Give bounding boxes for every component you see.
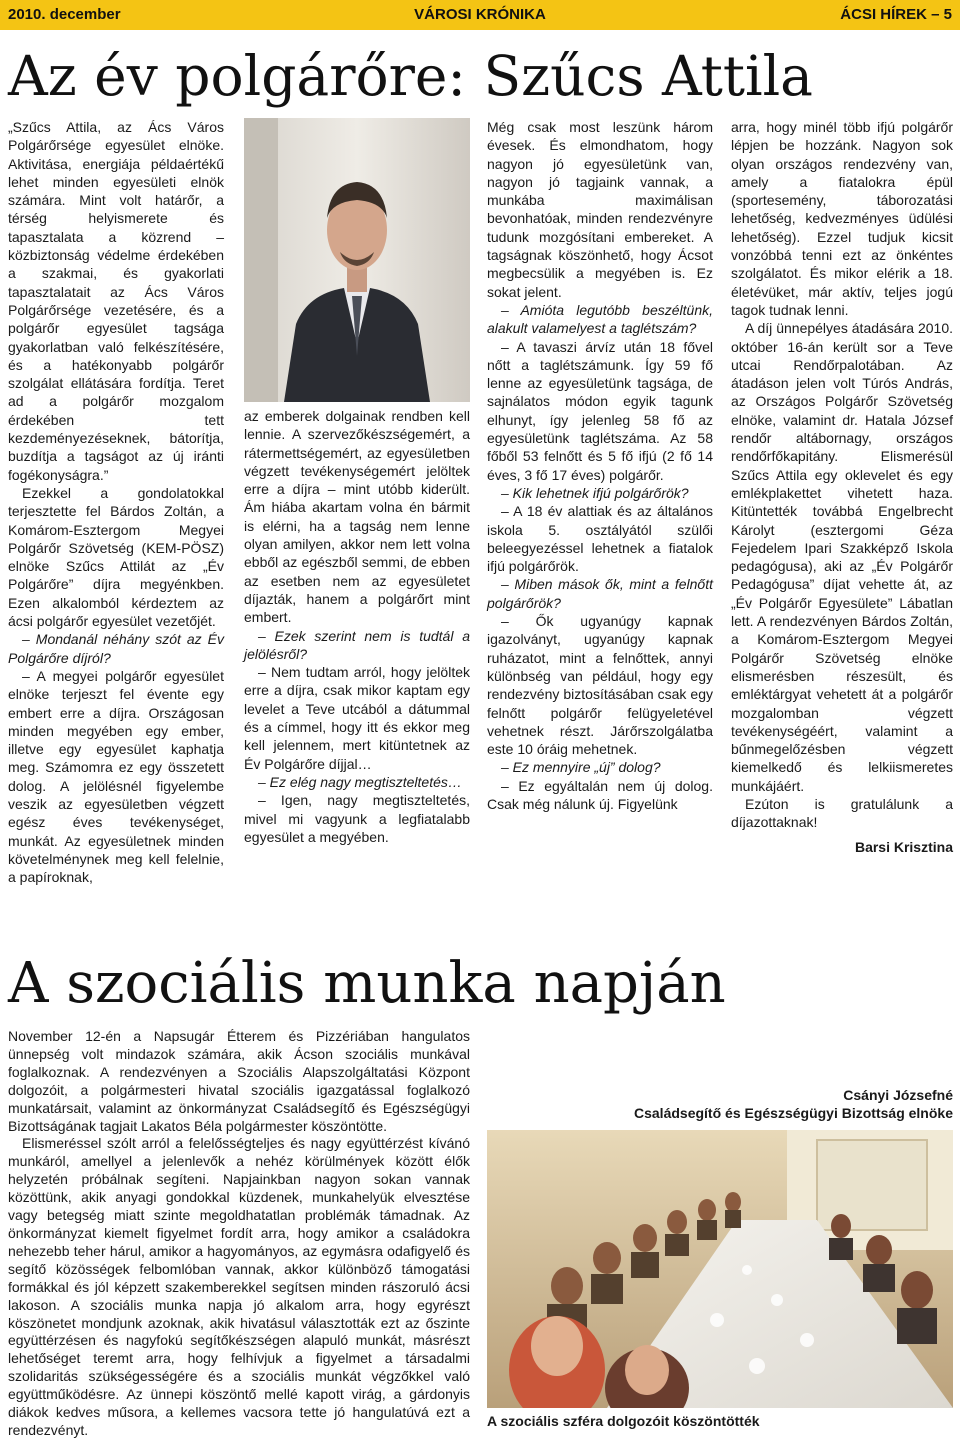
event-photo — [487, 1130, 953, 1408]
signature-role: Családsegítő és Egészségügyi Bizottság elnöke — [634, 1105, 953, 1121]
section-title: VÁROSI KRÓNIKA — [414, 6, 546, 23]
paragraph: Elismeréssel szólt arról a felelősségteljes és nagy együttérzést kívánó munkáról, amellyel a jelenlevők a nehéz körülmények között élők helyzetén próbálnak segíteni. Napjainkban nagyon sokan vannak közöttünk, akik anyagi gondokkal küzdenek, munkahelyük elvesztése vagy betegség miatt szinte megoldhatatlan problémák támadnak. Az önkormányzat kiemelt figyelmet fordít arra, hogy amikor a családokra nehezebb teher hárul, amikor a hagyományos, az egymásra odafigyelő és segítő közösségek felbomlóban vannak, akkor különböző támogatási formákkal és jól képzett szakemberekkel segítsen minden rászoruló ácsi lakoson. A szociális munka napja jó alkalom arra, hogy egyrészt köszönetet mondjunk azoknak, akik hivatásul választották ezt az őszinte együttérzésen és nagyfokú segítőkészségen alapuló munkát, másrészt lehetőséget teremt arra, hogy felhívjuk a figyelmet a társadalmi szolidaritás szükségességére és a szociális munkát végzőkkel való együttműködésre. Az ünnepi köszöntő mellé kapott virág, a gárdonyis diákok kedves műsora, a kellemes vacsora tette jó hangulatúvá ezt a rendezvényt. — [8, 1135, 470, 1438]
paragraph: – Igen, nagy megtiszteltetés, mivel mi vagyunk a legfiatalabb egyesület a megyében. — [244, 792, 470, 845]
paragraph: Még csak most leszünk három évesek. És elmondhatom, hogy nagyon jó egyesületünk van, nagyon jó tagjaink vannak, a munkába maximálisan bevonhatóak, minden rendezvényre tudunk mozgósítani embereket. A tagságnak köszönhető, hogy Ácsot megbecsülik a megyében is. Ez sokat jelent. — [487, 119, 713, 300]
question: – Mondanál néhány szót az Év Polgárőre díjról? — [8, 631, 224, 666]
signature-name: Csányi Józsefné — [843, 1087, 953, 1103]
paragraph: – A megyei polgárőr egyesület elnöke terjeszt fel évente egy embert erre a díjra. Országosan minden megyében egy ember, illetve egy egyesület kaphatja meg. Számomra ez egy összetett dolog. A jelölésnél figyelembe veszik az egyesületben végzett egész éves tevékenységet, munkát. Az egyesületnek minden követelménynek meg kell felelnie, a papíroknak, — [8, 667, 224, 886]
paragraph: arra, hogy minél több ifjú polgárőr lépjen be hozzánk. Nagyon sok olyan országos rendezvény van, amely a fiatalokra épül (sportesemény, táborozatási lehetőség, kedvezményes üdülési lehetőség). Ezzel tudjuk kicsit vonzóbbá tenni ezt az önkéntes szolgálatot. És mikor elérik a 18. életévüket, már aktív, teljes jogú tagok tudnak lenni. — [731, 119, 953, 318]
paragraph: – Nem tudtam arról, hogy jelöltek erre a díjra, csak mikor kaptam egy levelet a Teve utcából a dátummal és a címmel, hogy itt és ekkor meg kell jelennem, mert kitüntetnek az Év Polgárőre díjjal… — [244, 664, 470, 772]
paragraph: November 12-én a Napsugár Étterem és Pizzériában hangulatos ünnepség volt mindazok számára, akik Ácson szociális munkával foglalkoznak. A rendezvényen a Szociális Alapszolgáltatási Központ dolgozóit, a polgármesteri hivatal szociális igazgatással foglalkozó munkatársait, valamint az önkormányzat Családsegítő és Egészségügyi Bizottságának tagjait Lakatos Béla polgármester köszöntötte. — [8, 1028, 470, 1134]
event-photo-caption: A szociális szféra dolgozóit köszöntötték — [487, 1413, 760, 1429]
paragraph: – A 18 év alattiak és az általános iskola 5. osztályától szülői beleegyezéssel lehetnek a fiatalok ifjú polgárőrök. — [487, 503, 713, 575]
question: – Miben mások ők, mint a felnőtt polgárőrök? — [487, 576, 713, 611]
page-header — [0, 0, 960, 30]
article2-signature — [487, 1086, 953, 1122]
article1-column-1 — [8, 118, 224, 886]
article1-column-3 — [487, 118, 713, 813]
article1-column-4 — [731, 118, 953, 856]
paragraph: „Szűcs Attila, az Ács Város Polgárőrsége egyesület elnöke. Aktivitása, energiája példaértékű lehet minden egyesületi elnök számára. Mint volt határőr, a térség helyismerete és tapasztalata a közrend – közbiztonság védelme érdekében a szakmai, és gyakorlati tapasztalatait az Ács Város Polgárőrsége vezetésére, és a polgárőr egyesület tagsága gyakorlatban való felkészítésére, és a hatékonyabb polgárőr szolgálat ellátására fordítja. Teret ad a polgárőr mozgalom érdekében tett kezdeményezéseknek, bátorítja, buzdítja a tagságot az új iránti fogékonyságra.” — [8, 119, 224, 483]
question: – Amióta legutóbb beszéltünk, alakult valamelyest a taglétszám? — [487, 301, 713, 337]
question: – Ezek szerint nem is tudtál a jelölésről? — [244, 627, 470, 662]
article2-column-1 — [8, 1028, 470, 1440]
portrait-image — [244, 118, 470, 402]
portrait-photo — [244, 118, 470, 402]
article1-title: Az év polgárőre: Szűcs Attila — [8, 44, 813, 108]
author-signature: Barsi Krisztina — [854, 838, 953, 855]
question: – Kik lehetnek ifjú polgárőrök? — [501, 484, 689, 501]
paragraph: – Ők ugyanúgy kapnak igazolványt, ugyanúgy kapnak ruházatot, mint a felnőttek, annyi különbség van például, hogy egy rendezvény biztosításában csak egy felnőtt polgárőr felügyeletével vehetnek részt. Járőrszolgálatba este 10 óráig mehetnek. — [487, 613, 713, 758]
page-label: ÁCSI HÍREK – 5 — [840, 6, 952, 23]
article1-column-2 — [244, 407, 470, 846]
event-image — [487, 1130, 953, 1408]
paragraph: Ezúton is gratulálunk a díjazottaknak! — [731, 795, 953, 831]
paragraph: – A tavaszi árvíz után 18 fővel nőtt a taglétszámunk. Így 59 fő lenne az egyesületünk tagsága, de sajnálatos módon egyik tagunk elhunyt, így jelenleg 58 fő az egyesületünk taglétszáma. Az 58 főből 53 felnőtt és 5 fő ifjú (2 fő 14 éves, 3 fő 17 éves) polgárőr. — [487, 338, 713, 483]
paragraph: az emberek dolgainak rendben kell lennie. A szervezőkészségemért, a rátermettségemért, az egyesületben végzett tevékenységemért jelöltek erre a díjra – mint utóbb kiderült. Ám hiába akartam volna én bármit is elérni, ha a tagság nem lenne olyan amilyen, akkor nem lett volna ebből az egészből semmi, de ebben az esetben nem az egyesületet díjazták, hanem a polgárőrt mint embert. — [244, 408, 470, 626]
article2-title: A szociális munka napján — [8, 951, 726, 1016]
paragraph: Ezekkel a gondolatokkal terjesztette fel Bárdos Zoltán, a Komárom-Esztergom Megyei Polgárőr Szövetség (KEM-PÖSZ) elnöke Szűcs Attilát az „Év Polgárőre” díjra megyénkben. Ezen alkalomból kérdeztem az ácsi polgárőr egyesület vezetőjét. — [8, 484, 224, 630]
question: – Ez mennyire „új” dolog? — [501, 759, 661, 776]
issue-date: 2010. december — [8, 6, 121, 23]
paragraph: – Ez egyáltalán nem új dolog. Csak még nálunk új. Figyelünk — [487, 777, 713, 812]
question: – Ez elég nagy megtiszteltetés… — [258, 773, 462, 790]
paragraph: A díj ünnepélyes átadására 2010. október 16-án került sor a Teve utcai Rendőrpalotában. Az átadáson jelen volt Túrós András, az Országos Polgárőr Szövetség elnöke, valamint dr. Hatala József rendőr altábornagy, országos rendőrfőkapitány. Elismerésül Szűcs Attila egy oklevelet és egy emlékplakettet vihetett haza. Kitüntették továbbá Engelbrecht Károlyt (esztergomi Géza Fejedelem Ipari Szakképző Iskola pedagógusa), aki az „Év Polgárőr Pedagógusa” díjat vehette át, az „Év Polgárőr Egyesülete” Lábatlan lett. A rendezvényen Bárdos Zoltán, a Komárom-Esztergom Megyei Polgárőr Szövetség elnöke elismerésben részesült, és emléktárgyat vehetett át a polgárőr mozgalomban végzett tevékenységéért, valamint a bűnmegelőzésben végzett kiemelkedő és lelkiismeretes munkájáért. — [731, 320, 953, 794]
